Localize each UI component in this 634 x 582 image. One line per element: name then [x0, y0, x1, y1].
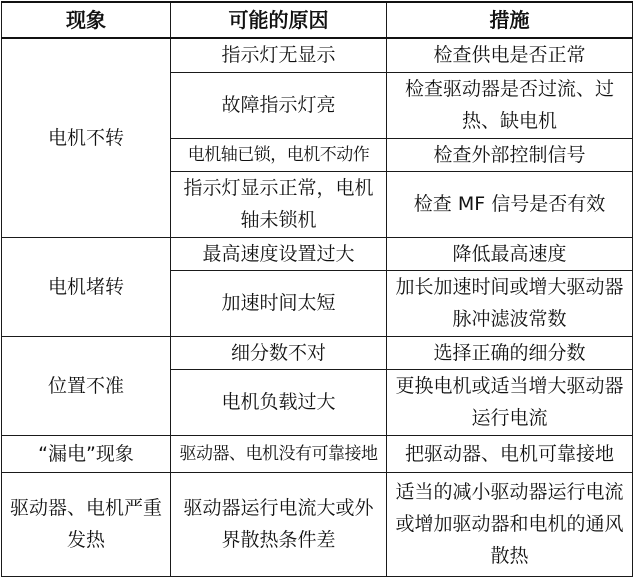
measure-cell: 把驱动器、电机可靠接地 [387, 435, 633, 472]
table-row [2, 38, 633, 72]
cause-cell: 电机负载过大 [171, 369, 387, 435]
table-row [2, 336, 633, 369]
cause-cell: 指示灯无显示 [171, 38, 387, 72]
measure-cell: 检查驱动器是否过流、过热、缺电机 [387, 72, 633, 138]
measure-cell: 加长加速时间或增大驱动器脉冲滤波常数 [387, 270, 633, 336]
cause-cell: 细分数不对 [171, 336, 387, 369]
measure-cell: 检查外部控制信号 [387, 138, 633, 171]
cause-cell: 电机轴已锁，电机不动作 [171, 138, 387, 171]
phenomenon-cell: “漏电”现象 [2, 435, 171, 472]
table-row [2, 435, 633, 472]
cause-cell: 驱动器、电机没有可靠接地 [171, 435, 387, 472]
header-phenomenon: 现象 [2, 2, 171, 38]
phenomenon-cell: 电机堵转 [2, 237, 171, 336]
troubleshooting-table [1, 1, 633, 577]
cause-cell: 加速时间太短 [171, 270, 387, 336]
cause-cell: 故障指示灯亮 [171, 72, 387, 138]
header-row [2, 2, 633, 38]
measure-cell: 适当的减小驱动器运行电流或增加驱动器和电机的通风散热 [387, 472, 633, 576]
phenomenon-cell: 驱动器、电机严重发热 [2, 472, 171, 576]
measure-cell: 检查 MF 信号是否有效 [387, 171, 633, 237]
phenomenon-cell: 位置不准 [2, 336, 171, 435]
measure-cell: 更换电机或适当增大驱动器运行电流 [387, 369, 633, 435]
table-row [2, 237, 633, 270]
measure-cell: 检查供电是否正常 [387, 38, 633, 72]
measure-cell: 降低最高速度 [387, 237, 633, 270]
table-row [2, 472, 633, 576]
header-cause: 可能的原因 [171, 2, 387, 38]
header-measure: 措施 [387, 2, 633, 38]
measure-cell: 选择正确的细分数 [387, 336, 633, 369]
cause-cell: 指示灯显示正常，电机轴未锁机 [171, 171, 387, 237]
cause-cell: 最高速度设置过大 [171, 237, 387, 270]
cause-cell: 驱动器运行电流大或外界散热条件差 [171, 472, 387, 576]
phenomenon-cell: 电机不转 [2, 38, 171, 237]
